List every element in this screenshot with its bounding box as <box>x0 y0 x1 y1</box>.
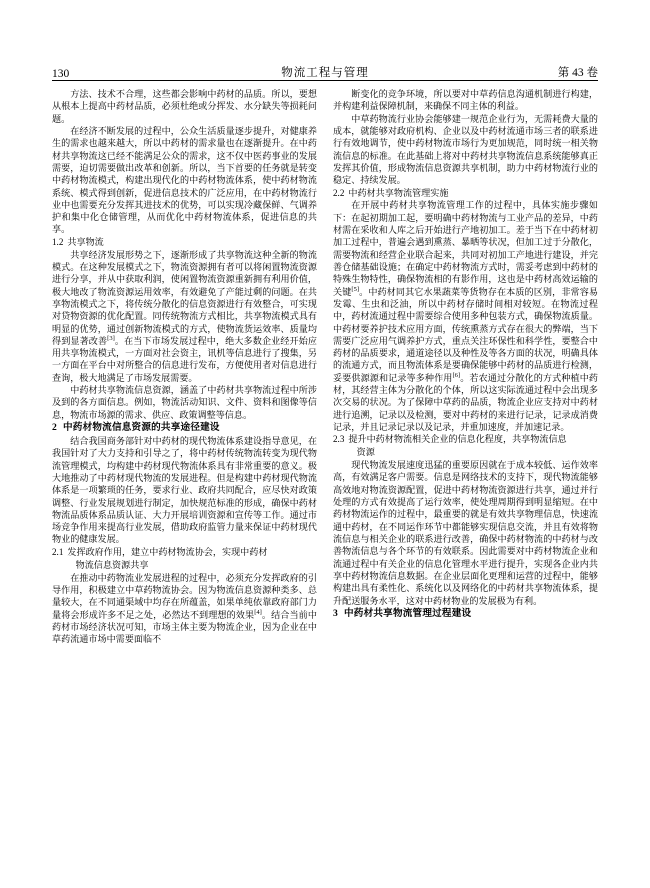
para-sharing-def: 共享经济发展形势之下，逐渐形成了共享物流这种全新的物流模式。在这种发展模式之下，物流资源拥有者可以将闲置物流资源进行分享，并从中获取利润，使闲置物流资源重新拥有利用价值，极大地改了物流资源运用效率，有效避免了产能过剩的问题。在共享物流模式之下，将传统分散化的信息资源进行有效整合，可实现对贷物资源的优化配置。同传统物流方式相比，共享物流模式具有明显的优势，通过创新物流模式的方式，使物流货运效率、质量均得到显著改善[3]。在当下市场发展过程中，绝大多数企业经开始应用共享物流模式，一方面对社会资主，讯机等信息进行了搜集，另一方面在平台中对所整合的信息进行发布，方便使用者对信息进行查询，极大地满足了市场发展需要。 <box>52 249 317 383</box>
heading-2-number: 2 <box>52 422 57 434</box>
heading-2-3-text: 提升中药材物流相关企业的信息化程度，共享物流信息 <box>348 434 567 445</box>
heading-2-1-number: 2.1 <box>52 546 64 557</box>
heading-2-3-number: 2.3 <box>333 434 345 445</box>
heading-3-number: 3 <box>333 607 338 619</box>
para-impl-steps: 在开展中药材共享物流管理工作的过程中，具体实施步骤如下：在起初期加工起，要明确中药材物流与工业产品的差异，中药材需在采收和人库之后开始进行产地初加工。差于当下在中药材初加工过程中，普遍会遇到熏蒸、暴晒等状况，但加工过于分散化，需要物流和经营企业联合起来，共同对初加工产地进行建设，并完善仓储基础设施；在确定中药材物流方式时，需妥考虑到中药材的特殊生物特性，确保物流相的有影作用，这也是中药材高效运输的关键[5]。中药材同其它水果蔬菜等货物存在本质的区别，非常容易发霉、生虫和泛油，所以中药材存储时间相对较短。在物流过程中，药材流通过程中需要综合使用多种包装方式，确保物流质量。中药材要养护技术应用方面，传统熏蒸方式存在很大的弊端，当下需要广泛应用气调养护方式，重点关注环保性和科学性，要整合中药材的品质要求，通道途径以及种性及等各方面的状况，明确具体的流通方式，而且物流体系是要确保能够中药材的品质进行检测，妥要供源源和记录等多种作用[6]。若农通过分散化的方式种植中药材，其经营主体为分散化的个体，所以这实际流通过程中会出现多次交易的状况。为了保障中草药的品质，物流企业应支持对中药材进行追溯，记录以及检测，要对中药材的来进行记录，记录成消费记录，并且记录记录以及记录，并重加速度，并加速记录。 <box>333 200 598 433</box>
para-gov-role: 在推动中药物流业发展进程的过程中，必须充分发挥政府的引导作用，积极建立中草药物流协会。因为物流信息资源种类多、总量较大，在不同通渠域中均存在所蕴盖，如果单纯依靠政府部门力量将会形成许多不足之处，必然达不到理想的效果[4]。结合当前中药材市场经济状况可知，市场主体主要为物流企业，因为企业在中草药流通市场中需要面临不 <box>52 572 317 645</box>
heading-2-3-cont: 资源 <box>356 447 375 458</box>
para-informatization: 现代物流发展速度迅猛的重要原因就在于成本较低、运作效率高，有效满足客户需要。信息是网络技术的支持下，现代物流能够高效地对物流资源配置，促进中药材物流资源进行共享，通过并行处理的方式有效提高了运行效率，使处理周期得到明显缩短。在中药材物流运作的过程中，最重要的就是有效共享物理信息，快速流通中药材，在不同运作环节中都能够实现信息交流，并且有效将物流信息与相关企业的联系进行改善，确保中药材物流的中药材与改善物流信息与各个环节的有效联系。因此需要对中药材物流企业和流通过程中有关企业的信息化管理水平进行提升，实现各企业内共享中药材物流信息数据。在企业层面化更理和运营的过程中，能够构建出具有柔性化、系统化以及网络化的中药材共享物流体系，提升配送服务水平，这对中药材物业的发展极为有利。 <box>333 460 598 606</box>
page-number: 130 <box>52 68 70 80</box>
heading-2-2-number: 2.2 <box>333 187 345 198</box>
left-column <box>52 88 317 866</box>
volume-label: 第 43 卷 <box>557 67 598 79</box>
heading-3-text: 中药材共享物流管理过程建设 <box>344 607 472 619</box>
page-header <box>52 58 598 80</box>
journal-title: 物流工程与管理 <box>281 67 369 79</box>
header-rule <box>52 80 598 81</box>
heading-2-3 <box>333 433 598 446</box>
heading-2-2-text: 中药材共享物流管理实施 <box>348 187 449 198</box>
heading-2-1-text: 发挥政府作用，建立中药材物流协会，实现中药材 <box>67 546 268 557</box>
heading-1-2-text: 共享物流 <box>67 236 104 247</box>
heading-1-2 <box>52 236 317 249</box>
para-method: 方法、技术不合理，这些都会影响中药材的品质。所以，要想从根本上提高中药材品质，必须杜绝或分挥发、水分缺失等损耗问题。 <box>52 89 317 124</box>
heading-1-2-number: 1.2 <box>52 236 64 247</box>
para-sharing-resources: 中药材共享物流信息资源，涵盖了中药材共享物流过程中所涉及到的各方面信息。例如，物流活动知识、文件、资料和图像等信息，物流市场源的需求、供应、政策调整等信息。 <box>52 385 317 420</box>
right-column <box>333 88 598 866</box>
para-economy: 在经济不断发展的过程中，公众生活质量逐步提升，对健康养生的需求也越来越大，所以中药材的需求量也在逐渐提升。在中药材共享物流这已经不能满足公众的需求，这不仅中医药事业的发展需要，迫切需要做出改革和创新。所以，当下首要的任务就是转变中药材物流模式，构建出现代化的中药材物流体系，使中药材物流系统、模式得到创新，促进信息技术的广泛应用，在中药材物流行业中也需要充分发挥其进技术的优势，可以实现冷藏保鲜、气调养护和集中化仓储管理，从而优化中药材物流体系，促进信息的共享。 <box>52 125 317 235</box>
heading-2-1-cont: 物流信息资源共享 <box>75 559 149 570</box>
para-association: 中草药物流行业协会能够建一规范企业行为，无需耗费大量的成本，就能够对政府机构、企业以及中药材流通市场三者的联系进行有效地调节，使中药材物流市场行为更加规范，同时统一相关物流信息的标准。在此基础上将对中药材共享物流信息系统能够真正发挥其价值，形成物流信息资源共享机制，助力中药材物流行业的稳定、持续发展。 <box>333 113 598 186</box>
heading-2-1 <box>52 546 317 559</box>
para-competition: 断变化的竞争环境，所以要对中草药信息沟通机制进行构建，并构建利益保障机制，来确保不同主体的利益。 <box>333 89 598 112</box>
heading-2-text: 中药材物流信息资源的共享途径建设 <box>63 422 220 434</box>
para-industry-plan: 结合我国商务部针对中药材的现代物流体系建设指导意见，在我国针对了大力支持和引导之了，将中药材传统物流转变为现代物流管理模式，均构建中药材现代物流体系具有非常重要的意义。极大地推动了中药材现代物流的发展进程。但是构建中药材现代物流体系是一项繁琐的任务，要求行业、政府共同配合，应尽快对政策调整、行业发展规划进行制定，加快规范标准的形成，确保中药材物流品质体系品质认证、大力开展培训资源和宣传等工作。通过市场竞争作用来提高行业发展，借助政府监管力量来保证中药材现代物业的健康发展。 <box>52 435 317 545</box>
heading-3 <box>333 607 598 621</box>
heading-2 <box>52 421 317 435</box>
heading-2-2 <box>333 187 598 200</box>
body-columns <box>52 88 598 866</box>
